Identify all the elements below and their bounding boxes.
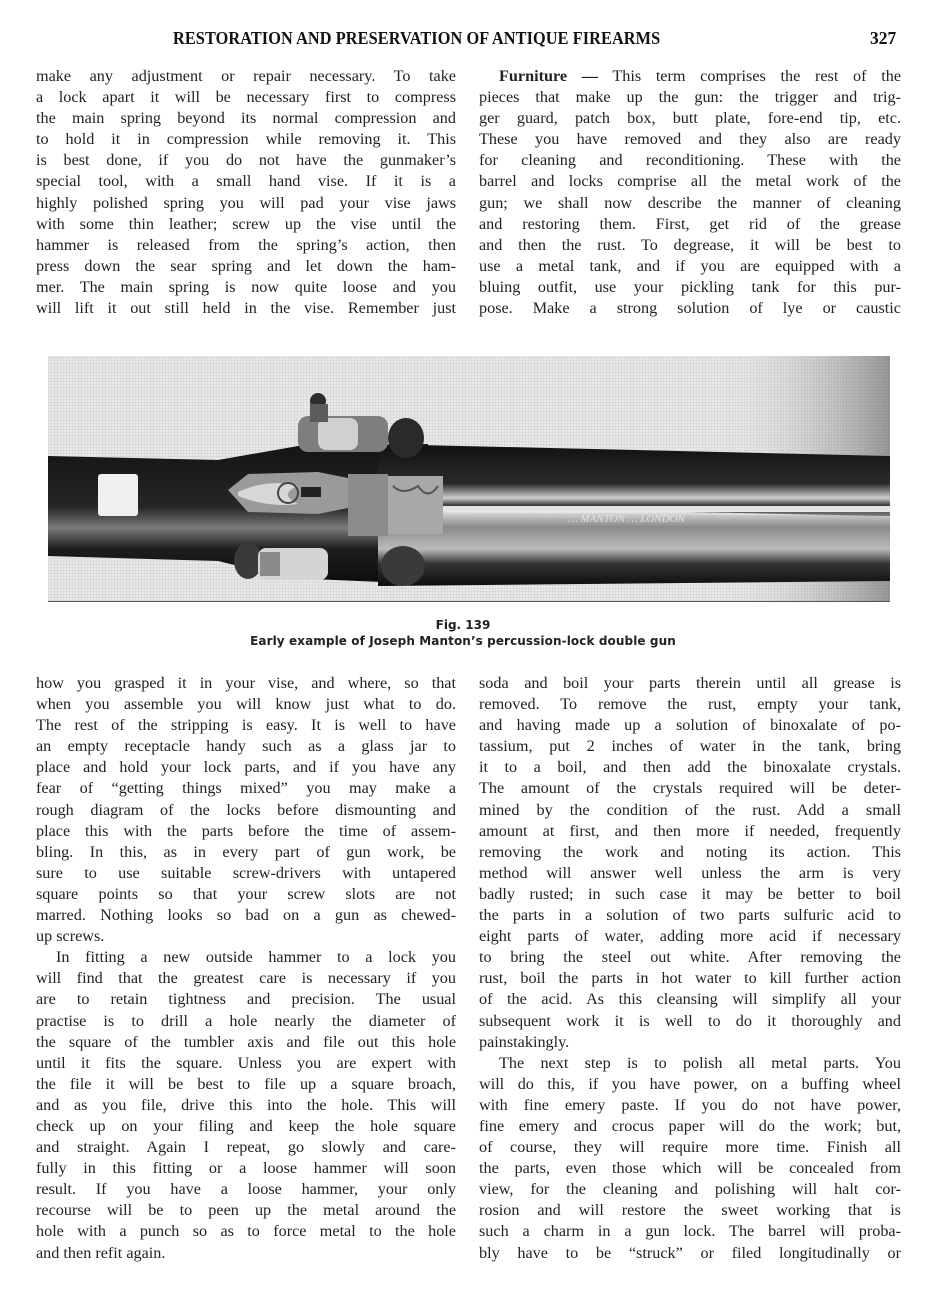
text-line: These you have removed and they also are ready bbox=[479, 130, 901, 149]
text-line: result. If you have a loose hammer, your only bbox=[36, 1180, 456, 1199]
text-line: will lift it out still held in the vise. Remember just bbox=[36, 299, 456, 318]
text-line: square points so that your screw slots are not bbox=[36, 884, 456, 903]
paragraph bbox=[479, 673, 901, 1053]
text-line: will do this, if you have power, on a buffing wheel bbox=[479, 1074, 901, 1093]
text-line: with some thin leather; screw up the vise until the bbox=[36, 214, 456, 233]
column-top-left bbox=[36, 66, 456, 319]
text-line: when you assemble you will know just what to do. bbox=[36, 695, 456, 714]
text-line: removed. To remove the rust, empty your tank, bbox=[479, 695, 901, 714]
text-line: rust, boil the parts in hot water to kill further action bbox=[479, 969, 901, 988]
text-line: make any adjustment or repair necessary. To take bbox=[36, 67, 456, 85]
text-line: place this with the parts before the time of assem- bbox=[36, 821, 456, 840]
figure-caption: Early example of Joseph Manton’s percussion-lock double gun bbox=[250, 634, 676, 648]
text-line: bluing outfit, use your pickling tank for this pur- bbox=[479, 277, 901, 296]
text-line: hole with a punch so as to force metal to the hole bbox=[36, 1222, 456, 1241]
text-line: In fitting a new outside hammer to a lock you bbox=[56, 948, 456, 967]
text-line: will find that the greatest care is necessary if you bbox=[36, 969, 456, 988]
text-line: of the acid. As this cleansing will simplify all your bbox=[479, 990, 901, 1009]
text-line: removing the work and noting its action. This bbox=[479, 842, 901, 861]
text-line: rough diagram of the locks before dismounting and bbox=[36, 800, 456, 819]
text-line: soda and boil your parts therein until all grease is bbox=[479, 674, 901, 692]
figure-photo-gun bbox=[48, 356, 890, 602]
text-line: place and hold your lock parts, and if you have any bbox=[36, 758, 456, 777]
text-line: practise is to drill a hole nearly the diameter of bbox=[36, 1011, 456, 1030]
text-line: sure to use suitable screw-drivers with untapered bbox=[36, 863, 456, 882]
text-line: view, for the cleaning and polishing will halt cor- bbox=[479, 1180, 901, 1199]
text-line: mer. The main spring is now quite loose and you bbox=[36, 277, 456, 296]
text-line: an empty receptacle handy such as a glass jar to bbox=[36, 737, 456, 756]
text-line: fear of “getting things mixed” you may make a bbox=[36, 779, 456, 798]
text-line: and restoring them. First, get rid of the grease bbox=[479, 214, 901, 233]
paragraph bbox=[479, 1053, 901, 1264]
paragraph bbox=[36, 66, 456, 319]
text-line: mined by the condition of the rust. Add a small bbox=[479, 800, 901, 819]
text-line: how you grasped it in your vise, and where, so that bbox=[36, 674, 456, 692]
column-bottom-left bbox=[36, 673, 456, 1264]
column-top-right bbox=[479, 66, 901, 319]
text-line: the parts, even those which will be concealed from bbox=[479, 1159, 901, 1178]
text-line: rosion and will restore the sweet working that is bbox=[479, 1201, 901, 1220]
text-line: fully in this fitting or a loose hammer will soon bbox=[36, 1159, 456, 1178]
text-line: the square of the tumbler axis and file out this hole bbox=[36, 1032, 456, 1051]
text-line: it to a boil, and then add the binoxalate crystals. bbox=[479, 758, 901, 777]
text-line: highly polished spring you will pad your vise jaws bbox=[36, 193, 456, 212]
text-line: The amount of the crystals required will be deter- bbox=[479, 779, 901, 798]
percussion-double-gun-photo bbox=[48, 356, 890, 601]
text-line: painstakingly. bbox=[479, 1032, 570, 1051]
text-line: a lock apart it will be necessary first to compress bbox=[36, 88, 456, 107]
text-line: for cleaning and reconditioning. These with the bbox=[479, 151, 901, 170]
text-line: and as you file, drive this into the hole. This will bbox=[36, 1095, 456, 1114]
text-line: The next step is to polish all metal parts. You bbox=[499, 1053, 901, 1072]
text-line: amount at first, and then more if needed, frequently bbox=[479, 821, 901, 840]
text-line: marred. Nothing looks so bad on a gun as chewed- bbox=[36, 906, 456, 925]
text-line bbox=[479, 66, 901, 87]
figure-number: Fig. 139 bbox=[435, 618, 491, 632]
text-line: pose. Make a strong solution of lye or caustic bbox=[479, 299, 901, 318]
paragraph bbox=[36, 673, 456, 947]
text-line: hammer is released from the spring’s action, then bbox=[36, 235, 456, 254]
text-line: gun; we shall now describe the manner of cleaning bbox=[479, 193, 901, 212]
text-line: with fine emery paste. If you do not have power, bbox=[479, 1095, 901, 1114]
text-line: is best done, if you do not have the gunmaker’s bbox=[36, 151, 456, 170]
text-fragment: This term comprises the rest of the bbox=[597, 67, 901, 85]
text-line: of course, they will require more time. Finish all bbox=[479, 1138, 901, 1157]
text-line: subsequent work it is well to do it thoroughly and bbox=[479, 1011, 901, 1030]
text-line: the main spring beyond its normal compression and bbox=[36, 109, 456, 128]
text-line: barrel and locks comprise all the metal work of the bbox=[479, 172, 901, 191]
text-line: fine emery and crocus paper will do the work; but, bbox=[479, 1116, 901, 1135]
text-line: recourse will be to peen up the metal around the bbox=[36, 1201, 456, 1220]
text-line: up screws. bbox=[36, 927, 105, 946]
text-line: and straight. Again I repeat, go slowly and care- bbox=[36, 1138, 456, 1157]
text-line: and then refit again. bbox=[36, 1243, 166, 1262]
text-line: such a charm in a gun lock. The barrel will proba- bbox=[479, 1222, 901, 1241]
column-bottom-right bbox=[479, 673, 901, 1264]
running-title: RESTORATION AND PRESERVATION OF ANTIQUE FIREARMS bbox=[173, 28, 661, 48]
text-line: are to retain tightness and precision. The usual bbox=[36, 990, 456, 1009]
text-line: to hold it in compression while removing it. This bbox=[36, 130, 456, 149]
text-line: to bring the steel out white. After removing the bbox=[479, 948, 901, 967]
text-line: bling. In this, as in every part of gun work, be bbox=[36, 842, 456, 861]
text-line: special tool, with a small hand vise. If it is a bbox=[36, 172, 456, 191]
running-head bbox=[0, 28, 926, 52]
text-line: the parts in a solution of two parts sulfuric acid to bbox=[479, 906, 901, 925]
paragraph bbox=[36, 947, 456, 1263]
text-line: badly rusted; in such case it may be better to boil bbox=[479, 884, 901, 903]
text-line: the file it will be best to file up a square broach, bbox=[36, 1074, 456, 1093]
text-line: ger guard, patch box, butt plate, fore-end tip, etc. bbox=[479, 109, 901, 128]
text-line: The rest of the stripping is easy. It is well to have bbox=[36, 716, 456, 735]
text-line: method will answer well unless the arm is very bbox=[479, 863, 901, 882]
text-line: use a metal tank, and if you are equipped with a bbox=[479, 256, 901, 275]
text-line: until it fits the square. Unless you are expert with bbox=[36, 1053, 456, 1072]
section-heading-furniture: Furniture — bbox=[499, 67, 598, 85]
page-number: 327 bbox=[870, 28, 897, 48]
text-line: check up on your filing and keep the hole square bbox=[36, 1116, 456, 1135]
text-line: press down the sear spring and let down the ham- bbox=[36, 256, 456, 275]
text-line: and then the rust. To degrease, it will be best to bbox=[479, 235, 901, 254]
text-line: tassium, put 2 inches of water in the tank, bring bbox=[479, 737, 901, 756]
text-line: bly have to be “struck” or filed longitudinally or bbox=[479, 1243, 901, 1262]
text-line: eight parts of water, adding more acid if necessary bbox=[479, 927, 901, 946]
text-line: pieces that make up the gun: the trigger and trig- bbox=[479, 88, 901, 107]
paragraph-furniture bbox=[479, 66, 901, 319]
barrel-inscription: … MANTON … LONDON bbox=[568, 513, 685, 525]
text-line: and having made up a solution of binoxalate of po- bbox=[479, 716, 901, 735]
